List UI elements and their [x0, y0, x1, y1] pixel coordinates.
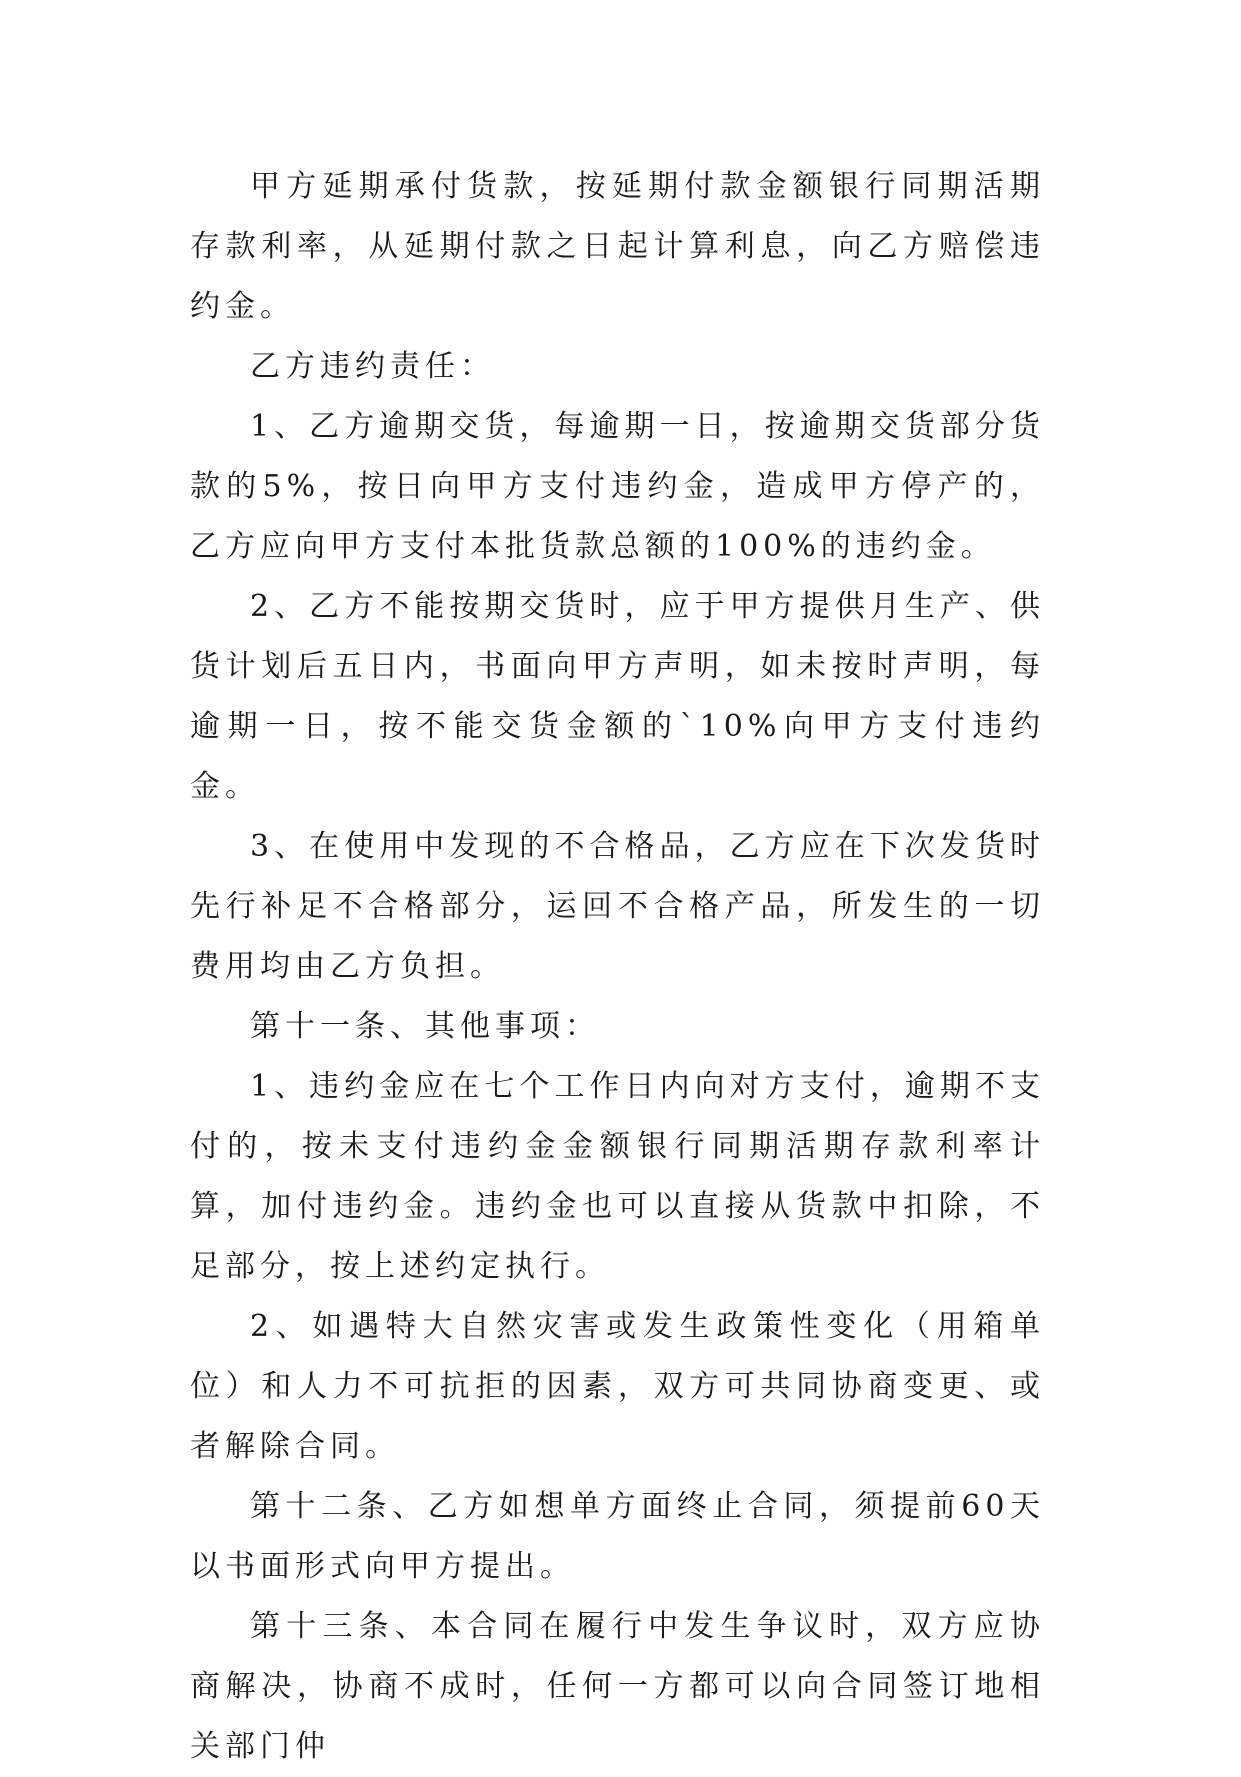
- paragraph-article-12: 第十二条、乙方如想单方面终止合同，须提前60天以书面形式向甲方提出。: [190, 1489, 1045, 1584]
- paragraph-party-b-liability-heading: 乙方违约责任：: [250, 349, 495, 384]
- paragraph-article-13: 第十三条、本合同在履行中发生争议时，双方应协商解决，协商不成时，任何一方都可以向合同签订地相关部门仲: [190, 1609, 1045, 1764]
- paragraph-clause-2: 2、乙方不能按期交货时，应于甲方提供月生产、供货计划后五日内，书面向甲方声明，如未按时声明，每逾期一日，按不能交货金额的`10%向甲方支付违约金。: [190, 589, 1045, 804]
- paragraph-article-11-item-2: 2、如遇特大自然灾害或发生政策性变化（用箱单位）和人力不可抗拒的因素，双方可共同协商变更、或者解除合同。: [190, 1309, 1045, 1464]
- paragraph-clause-3: 3、在使用中发现的不合格品，乙方应在下次发货时先行补足不合格部分，运回不合格产品，所发生的一切费用均由乙方负担。: [190, 829, 1045, 984]
- paragraph-article-11-heading: 第十一条、其他事项：: [250, 1009, 600, 1044]
- document-body: [190, 157, 1045, 1777]
- paragraph-article-11-item-1: 1、违约金应在七个工作日内向对方支付，逾期不支付的，按未支付违约金金额银行同期活期存款利率计算，加付违约金。违约金也可以直接从货款中扣除，不足部分，按上述约定执行。: [190, 1069, 1045, 1284]
- paragraph-clause-1: 1、乙方逾期交货，每逾期一日，按逾期交货部分货款的5%，按日向甲方支付违约金，造成甲方停产的，乙方应向甲方支付本批货款总额的100%的违约金。: [190, 409, 1045, 564]
- paragraph-late-payment: 甲方延期承付货款，按延期付款金额银行同期活期存款利率，从延期付款之日起计算利息，向乙方赔偿违约金。: [190, 169, 1045, 324]
